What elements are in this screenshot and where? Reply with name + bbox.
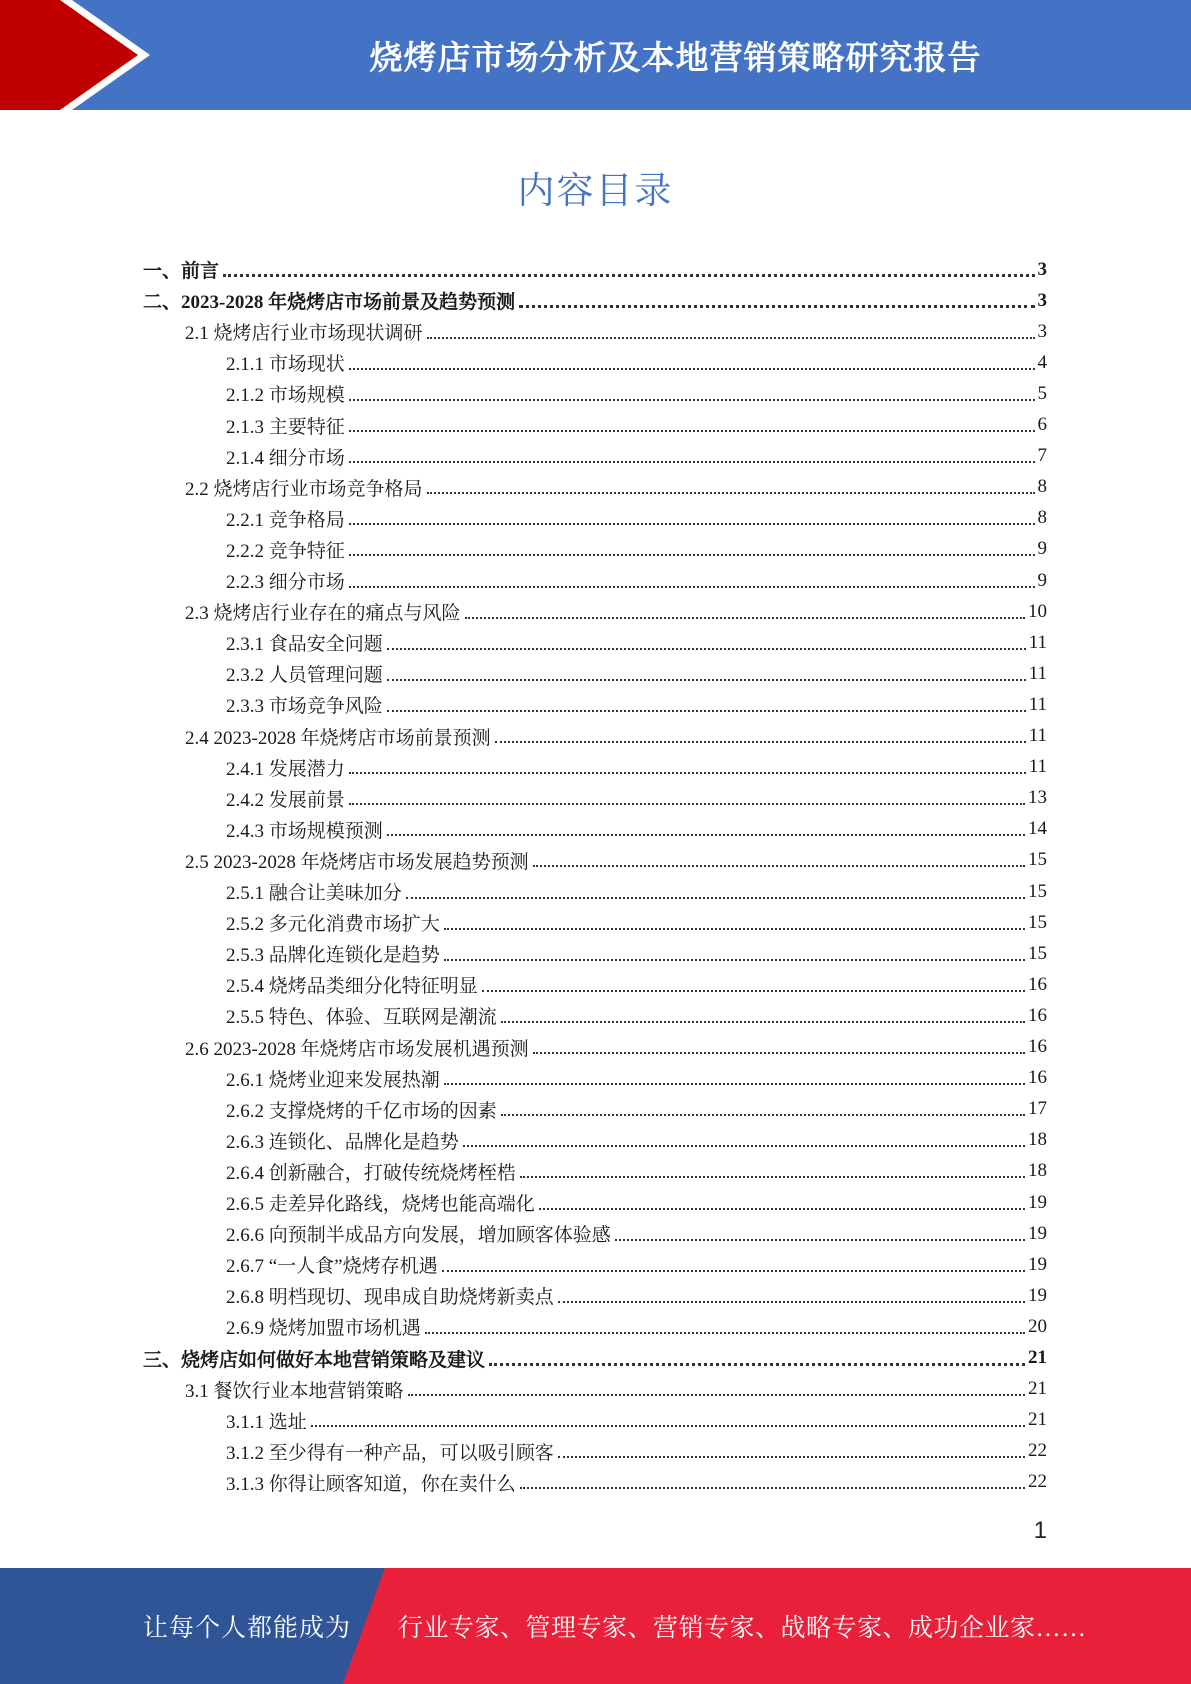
- toc-entry[interactable]: [226, 1063, 1047, 1094]
- toc-entry-page: 15: [1028, 942, 1047, 964]
- toc-entry-title: 3.1.1 选址: [226, 1411, 307, 1433]
- toc-entry-title: 三、烧烤店如何做好本地营销策略及建议: [143, 1349, 486, 1371]
- toc-entry-title: 2.2.1 竞争格局: [226, 509, 345, 531]
- toc-entry-page: 16: [1028, 1004, 1047, 1026]
- toc-dot-leader: [501, 1021, 1025, 1023]
- toc-entry[interactable]: [226, 783, 1047, 814]
- toc-dot-leader: [533, 1052, 1025, 1054]
- toc-entry-page: 19: [1028, 1222, 1047, 1244]
- toc-entry-title: 3.1.2 至少得有一种产品，可以吸引顾客: [226, 1442, 554, 1464]
- toc-entry[interactable]: [226, 1311, 1047, 1342]
- toc-entry[interactable]: [226, 1156, 1047, 1187]
- toc-entry[interactable]: [226, 1218, 1047, 1249]
- toc-entry-title: 2.5.1 融合让美味加分: [226, 883, 402, 904]
- toc-entry[interactable]: [226, 689, 1047, 720]
- toc-dot-leader: [427, 337, 1035, 339]
- toc-entry[interactable]: [185, 472, 1047, 503]
- toc-entry[interactable]: [226, 752, 1047, 783]
- toc-dot-leader: [406, 897, 1025, 899]
- toc-dot-leader: [463, 1145, 1025, 1147]
- toc-entry-title: 2.4.2 发展前景: [226, 789, 345, 811]
- toc-entry-page: 14: [1028, 818, 1047, 840]
- toc-entry[interactable]: [143, 285, 1047, 316]
- toc-entry[interactable]: [226, 441, 1047, 472]
- toc-entry-title: 2.3.1 食品安全问题: [226, 634, 383, 656]
- toc-dot-leader: [349, 430, 1035, 432]
- toc-entry-title: 2.6.6 向预制半成品方向发展，增加顾客体验感: [226, 1225, 611, 1247]
- toc-entry-title: 2.6.1 烧烤业迎来发展热潮: [226, 1069, 440, 1091]
- toc-entry[interactable]: [226, 814, 1047, 845]
- toc-dot-leader: [489, 1363, 1025, 1366]
- toc-dot-leader: [520, 1176, 1025, 1178]
- toc-dot-leader: [349, 772, 1026, 774]
- toc-dot-leader: [465, 617, 1025, 619]
- toc-entry-title: 一、前言: [143, 261, 220, 282]
- toc-entry-page: 17: [1028, 1098, 1047, 1120]
- toc-entry[interactable]: [226, 938, 1047, 969]
- toc-entry-page: 16: [1028, 1067, 1047, 1089]
- toc-entry[interactable]: [226, 1000, 1047, 1031]
- toc-entry-page: 10: [1028, 600, 1047, 622]
- toc-dot-leader: [539, 1208, 1025, 1210]
- toc-dot-leader: [558, 1456, 1025, 1458]
- header-banner: [0, 0, 1191, 110]
- toc-entry-page: 11: [1028, 725, 1047, 746]
- toc-dot-leader: [444, 928, 1025, 930]
- report-title: 烧烤店市场分析及本地营销策略研究报告: [369, 37, 982, 77]
- toc-dot-leader: [349, 523, 1035, 525]
- page-number: 1: [1033, 1517, 1047, 1544]
- toc-dot-leader: [387, 648, 1026, 650]
- toc-entry-title: 2.1.1 市场现状: [226, 354, 345, 376]
- toc-entry-page: 11: [1028, 631, 1047, 653]
- toc-entry-title: 2.5.5 特色、体验、互联网是潮流: [226, 1007, 497, 1029]
- footer-slogan-left: 让每个人都能成为: [143, 1615, 352, 1642]
- toc-entry-page: 11: [1028, 756, 1047, 778]
- toc-entry-title: 2.1.3 主要特征: [226, 416, 345, 438]
- toc-dot-leader: [349, 368, 1035, 370]
- toc-entry-page: 5: [1037, 382, 1047, 404]
- toc-entry[interactable]: [185, 1032, 1047, 1063]
- toc-entry[interactable]: [226, 1187, 1047, 1218]
- toc-entry-title: 2.1 烧烤店行业市场现状调研: [185, 323, 423, 345]
- toc-entry[interactable]: [226, 969, 1047, 1000]
- toc-entry-page: 20: [1028, 1315, 1047, 1337]
- toc-entry-page: 6: [1037, 414, 1047, 435]
- toc-dot-leader: [519, 305, 1034, 308]
- toc-entry-page: 22: [1028, 1471, 1047, 1493]
- toc-entry-title: 2.5.3 品牌化连锁化是趋势: [226, 945, 440, 967]
- toc-entry-title: 2.3.3 市场竞争风险: [226, 696, 383, 718]
- toc-dot-leader: [444, 959, 1025, 961]
- toc-dot-leader: [444, 1083, 1025, 1085]
- toc-dot-leader: [387, 710, 1026, 712]
- toc-entry-page: 9: [1037, 569, 1047, 591]
- toc-entry-title: 2.6.9 烧烤加盟市场机遇: [226, 1318, 421, 1340]
- toc-entry-page: 15: [1028, 880, 1047, 902]
- toc-entry-title: 2.6.5 走差异化路线，烧烤也能高端化: [226, 1194, 535, 1215]
- toc-entry-page: 19: [1028, 1191, 1047, 1213]
- toc-entry-title: 2.3 烧烤店行业存在的痛点与风险: [185, 603, 461, 625]
- toc-entry[interactable]: [226, 627, 1047, 658]
- toc-entry-title: 2.5 2023-2028 年烧烤店市场发展趋势预测: [185, 851, 529, 873]
- toc-entry[interactable]: [185, 316, 1047, 347]
- toc-entry-title: 2.2 烧烤店行业市场竞争格局: [185, 478, 423, 500]
- toc-entry[interactable]: [226, 907, 1047, 938]
- toc-dot-leader: [349, 461, 1035, 463]
- toc-dot-leader: [442, 1270, 1025, 1272]
- toc-dot-leader: [349, 803, 1025, 805]
- toc-entry-title: 2.4.1 发展潜力: [226, 758, 345, 780]
- toc-entry[interactable]: [226, 534, 1047, 565]
- toc-entry-page: 8: [1037, 476, 1047, 498]
- toc-entry-title: 2.1.2 市场规模: [226, 385, 345, 407]
- toc-entry[interactable]: [185, 721, 1047, 752]
- toc-dot-leader: [533, 865, 1025, 867]
- toc-dot-leader: [349, 586, 1035, 588]
- toc-dot-leader: [425, 1332, 1025, 1334]
- toc-entry-title: 3.1.3 你得让顾客知道，你在卖什么: [226, 1473, 516, 1495]
- toc-entry[interactable]: [226, 658, 1047, 689]
- toc-entry-page: 9: [1037, 538, 1047, 560]
- toc-entry[interactable]: [226, 1467, 1047, 1498]
- toc-entry-page: 11: [1028, 662, 1047, 684]
- toc-entry-page: 22: [1028, 1440, 1047, 1462]
- toc-entry-page: 3: [1037, 258, 1047, 280]
- toc-entry-title: 2.5.2 多元化消费市场扩大: [226, 914, 440, 936]
- toc-entry-page: 18: [1028, 1160, 1047, 1182]
- toc-entry-page: 16: [1028, 1036, 1047, 1057]
- toc-entry-title: 2.2.2 竞争特征: [226, 540, 345, 562]
- toc-entry[interactable]: [185, 1374, 1047, 1405]
- toc-entry-page: 18: [1028, 1129, 1047, 1151]
- toc-entry-title: 2.1.4 细分市场: [226, 447, 345, 469]
- toc-entry-title: 2.3.2 人员管理问题: [226, 665, 383, 687]
- toc-entry[interactable]: [143, 254, 1047, 285]
- toc-dot-leader: [408, 1394, 1025, 1396]
- toc-entry[interactable]: [226, 410, 1047, 441]
- toc-entry[interactable]: [226, 503, 1047, 534]
- toc-dot-leader: [223, 274, 1034, 277]
- toc-dot-leader: [615, 1239, 1025, 1241]
- toc-entry-page: 15: [1028, 911, 1047, 933]
- toc-entry-title: 2.6 2023-2028 年烧烤店市场发展机遇预测: [185, 1038, 529, 1060]
- toc-entry-page: 21: [1028, 1409, 1047, 1431]
- toc-entry[interactable]: [226, 1280, 1047, 1311]
- toc-heading: 内容目录: [517, 169, 674, 212]
- toc-entry[interactable]: [226, 1436, 1047, 1467]
- toc-entry-page: 4: [1037, 351, 1047, 373]
- toc-entry-title: 2.2.3 细分市场: [226, 572, 345, 593]
- toc-entry-title: 2.6.4 创新融合，打破传统烧烤桎梏: [226, 1162, 516, 1184]
- toc-entry-title: 3.1 餐饮行业本地营销策略: [185, 1380, 404, 1402]
- toc-entry-page: 15: [1028, 849, 1047, 871]
- toc-entry-title: 2.6.7 “一人食”烧烤存机遇: [226, 1256, 438, 1278]
- toc-entry[interactable]: [226, 347, 1047, 378]
- toc-entry-title: 二、2023-2028 年烧烤店市场前景及趋势预测: [143, 292, 516, 314]
- toc-entry[interactable]: [226, 1125, 1047, 1156]
- toc-entry-page: 3: [1037, 289, 1047, 311]
- toc-entry[interactable]: [226, 876, 1047, 907]
- toc-entry-page: 19: [1028, 1253, 1047, 1275]
- toc-entry[interactable]: [185, 845, 1047, 876]
- toc-dot-leader: [558, 1301, 1025, 1303]
- toc-entry[interactable]: [185, 596, 1047, 627]
- toc-dot-leader: [349, 399, 1035, 401]
- toc-entry[interactable]: [226, 1405, 1047, 1436]
- toc-dot-leader: [427, 492, 1035, 494]
- toc-entry[interactable]: [226, 1094, 1047, 1125]
- toc-dot-leader: [495, 741, 1026, 743]
- toc-entry[interactable]: [226, 1249, 1047, 1280]
- toc-dot-leader: [501, 1114, 1025, 1116]
- toc-entry-page: 3: [1037, 320, 1047, 342]
- toc-dot-leader: [387, 834, 1025, 836]
- toc-entry-title: 2.4.3 市场规模预测: [226, 820, 383, 842]
- footer-slogan-right: 行业专家、管理专家、营销专家、战略专家、成功企业家……: [398, 1615, 1087, 1642]
- toc-entry-page: 19: [1028, 1284, 1047, 1306]
- toc-entry-page: 7: [1037, 445, 1047, 467]
- footer-banner: [0, 1568, 1191, 1684]
- toc-entry[interactable]: [226, 378, 1047, 409]
- toc-entry-title: 2.4 2023-2028 年烧烤店市场前景预测: [185, 727, 491, 749]
- toc-dot-leader: [482, 990, 1025, 992]
- toc-entry[interactable]: [143, 1343, 1047, 1374]
- chevron-arrow-icon: [0, 0, 160, 110]
- toc-entry-page: 11: [1028, 693, 1047, 715]
- toc-dot-leader: [520, 1487, 1025, 1489]
- toc-dot-leader: [387, 679, 1026, 681]
- toc-entry-title: 2.6.8 明档现切、现串成自助烧烤新卖点: [226, 1287, 554, 1309]
- toc-dot-leader: [349, 554, 1035, 556]
- toc-entry[interactable]: [226, 565, 1047, 596]
- toc-entry-page: 8: [1037, 507, 1047, 529]
- toc-entry-page: 21: [1028, 1378, 1047, 1400]
- toc-entry-page: 16: [1028, 973, 1047, 995]
- toc-dot-leader: [311, 1425, 1025, 1427]
- toc-entry-title: 2.6.2 支撑烧烤的千亿市场的因素: [226, 1100, 497, 1122]
- toc-entry-title: 2.6.3 连锁化、品牌化是趋势: [226, 1131, 459, 1153]
- toc-entry-page: 13: [1028, 787, 1047, 809]
- toc-entry-title: 2.5.4 烧烤品类细分化特征明显: [226, 976, 478, 998]
- toc-entry-page: 21: [1028, 1347, 1047, 1368]
